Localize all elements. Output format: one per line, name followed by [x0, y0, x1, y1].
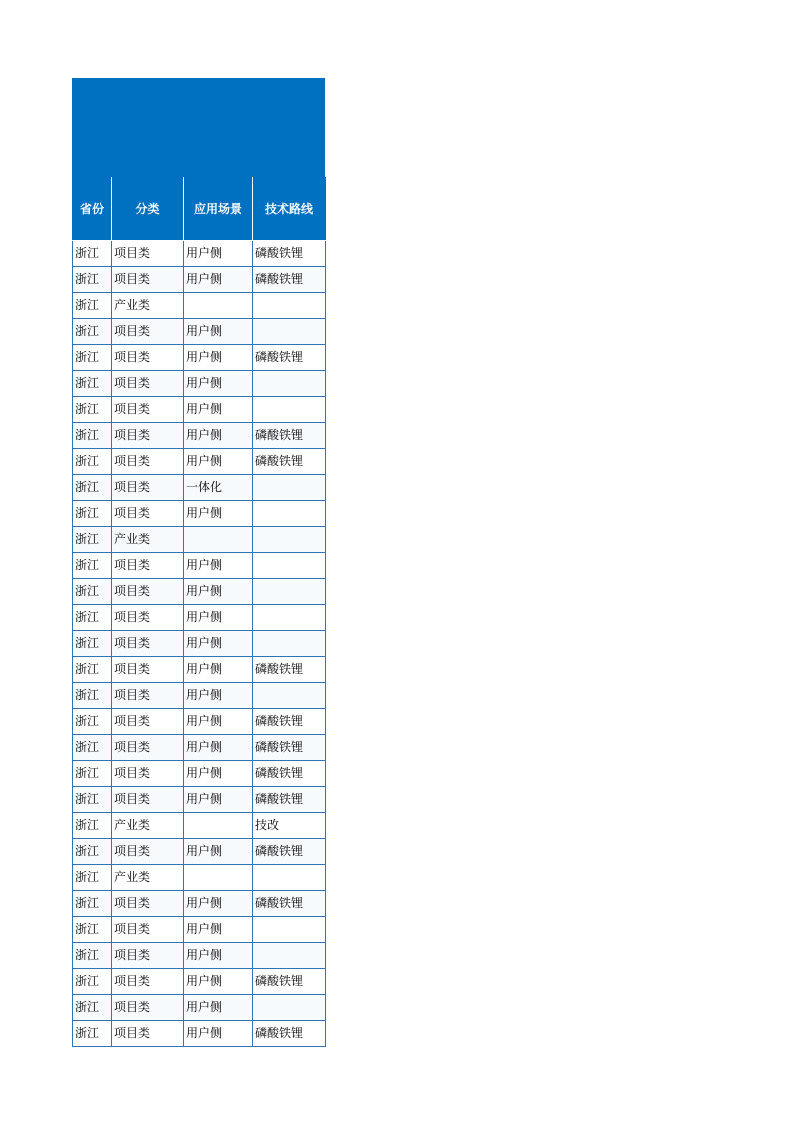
cell-province[interactable]: 浙江	[73, 735, 112, 761]
cell-tech-route[interactable]: 磷酸铁锂	[253, 1021, 326, 1047]
cell-category[interactable]: 产业类	[112, 865, 184, 891]
cell-scenario[interactable]: 用户侧	[184, 319, 253, 345]
cell-scenario[interactable]: 用户侧	[184, 345, 253, 371]
table-row	[73, 865, 326, 891]
cell-province[interactable]: 浙江	[73, 241, 112, 267]
cell-province[interactable]: 浙江	[73, 995, 112, 1021]
cell-category[interactable]: 项目类	[112, 241, 184, 267]
cell-province[interactable]: 浙江	[73, 371, 112, 397]
cell-scenario[interactable]: 用户侧	[184, 579, 253, 605]
table-row	[73, 631, 326, 657]
cell-tech-route[interactable]: 磷酸铁锂	[253, 709, 326, 735]
cell-category[interactable]: 项目类	[112, 553, 184, 579]
cell-province[interactable]: 浙江	[73, 917, 112, 943]
cell-category[interactable]: 项目类	[112, 995, 184, 1021]
cell-category[interactable]: 项目类	[112, 735, 184, 761]
table-row	[73, 423, 326, 449]
cell-tech-route[interactable]: 磷酸铁锂	[253, 423, 326, 449]
spreadsheet	[72, 78, 325, 1047]
cell-scenario[interactable]	[184, 813, 253, 839]
cell-province[interactable]: 浙江	[73, 1021, 112, 1047]
cell-category[interactable]: 项目类	[112, 787, 184, 813]
cell-province[interactable]: 浙江	[73, 267, 112, 293]
cell-tech-route[interactable]: 磷酸铁锂	[253, 267, 326, 293]
table-row	[73, 449, 326, 475]
table-row	[73, 605, 326, 631]
cell-category[interactable]: 产业类	[112, 813, 184, 839]
cell-province[interactable]: 浙江	[73, 839, 112, 865]
table-row	[73, 683, 326, 709]
table-row	[73, 501, 326, 527]
cell-tech-route[interactable]: 磷酸铁锂	[253, 241, 326, 267]
cell-scenario[interactable]: 用户侧	[184, 657, 253, 683]
cell-tech-route[interactable]	[253, 501, 326, 527]
cell-category[interactable]: 项目类	[112, 267, 184, 293]
cell-tech-route[interactable]	[253, 319, 326, 345]
cell-category[interactable]: 项目类	[112, 579, 184, 605]
cell-tech-route[interactable]	[253, 943, 326, 969]
cell-tech-route[interactable]	[253, 293, 326, 319]
cell-category[interactable]: 项目类	[112, 371, 184, 397]
data-table	[72, 177, 326, 1047]
cell-category[interactable]: 项目类	[112, 943, 184, 969]
cell-tech-route[interactable]	[253, 475, 326, 501]
header-banner	[72, 78, 325, 177]
cell-scenario[interactable]: 用户侧	[184, 1021, 253, 1047]
cell-category[interactable]: 项目类	[112, 761, 184, 787]
cell-tech-route[interactable]	[253, 683, 326, 709]
cell-category[interactable]: 项目类	[112, 605, 184, 631]
cell-province[interactable]: 浙江	[73, 813, 112, 839]
cell-province[interactable]: 浙江	[73, 579, 112, 605]
cell-category[interactable]: 产业类	[112, 293, 184, 319]
table-row	[73, 319, 326, 345]
cell-province[interactable]: 浙江	[73, 891, 112, 917]
cell-category[interactable]: 项目类	[112, 345, 184, 371]
table-row	[73, 709, 326, 735]
cell-category[interactable]: 项目类	[112, 397, 184, 423]
cell-scenario[interactable]: 用户侧	[184, 605, 253, 631]
table-row	[73, 761, 326, 787]
cell-province[interactable]: 浙江	[73, 943, 112, 969]
cell-tech-route[interactable]: 磷酸铁锂	[253, 839, 326, 865]
cell-scenario[interactable]	[184, 293, 253, 319]
cell-scenario[interactable]: 用户侧	[184, 735, 253, 761]
table-row	[73, 995, 326, 1021]
table-row	[73, 527, 326, 553]
cell-scenario[interactable]: 用户侧	[184, 553, 253, 579]
cell-scenario[interactable]: 用户侧	[184, 683, 253, 709]
cell-category[interactable]: 项目类	[112, 657, 184, 683]
cell-tech-route[interactable]: 磷酸铁锂	[253, 787, 326, 813]
table-row	[73, 345, 326, 371]
cell-scenario[interactable]: 用户侧	[184, 397, 253, 423]
header-scenario[interactable]: 应用场景	[184, 177, 253, 241]
table-row	[73, 943, 326, 969]
cell-province[interactable]: 浙江	[73, 657, 112, 683]
cell-province[interactable]: 浙江	[73, 397, 112, 423]
cell-scenario[interactable]: 用户侧	[184, 501, 253, 527]
table-row	[73, 891, 326, 917]
cell-scenario[interactable]: 用户侧	[184, 709, 253, 735]
cell-scenario[interactable]: 用户侧	[184, 891, 253, 917]
cell-scenario[interactable]: 用户侧	[184, 423, 253, 449]
table-row	[73, 839, 326, 865]
cell-province[interactable]: 浙江	[73, 319, 112, 345]
cell-category[interactable]: 项目类	[112, 969, 184, 995]
cell-category[interactable]: 产业类	[112, 527, 184, 553]
cell-tech-route[interactable]: 磷酸铁锂	[253, 969, 326, 995]
cell-category[interactable]: 项目类	[112, 319, 184, 345]
table-row	[73, 969, 326, 995]
header-province[interactable]: 省份	[73, 177, 112, 241]
cell-scenario[interactable]: 用户侧	[184, 761, 253, 787]
cell-scenario[interactable]: 用户侧	[184, 371, 253, 397]
cell-province[interactable]: 浙江	[73, 683, 112, 709]
cell-scenario[interactable]: 用户侧	[184, 943, 253, 969]
cell-tech-route[interactable]	[253, 865, 326, 891]
cell-category[interactable]: 项目类	[112, 891, 184, 917]
table-row	[73, 787, 326, 813]
table-row	[73, 657, 326, 683]
cell-tech-route[interactable]	[253, 371, 326, 397]
cell-province[interactable]: 浙江	[73, 605, 112, 631]
cell-tech-route[interactable]	[253, 527, 326, 553]
cell-province[interactable]: 浙江	[73, 423, 112, 449]
cell-province[interactable]: 浙江	[73, 709, 112, 735]
cell-tech-route[interactable]: 技改	[253, 813, 326, 839]
cell-scenario[interactable]: 一体化	[184, 475, 253, 501]
cell-category[interactable]: 项目类	[112, 683, 184, 709]
header-category[interactable]: 分类	[112, 177, 184, 241]
header-row	[73, 177, 326, 241]
table-row	[73, 553, 326, 579]
cell-scenario[interactable]: 用户侧	[184, 241, 253, 267]
cell-tech-route[interactable]: 磷酸铁锂	[253, 449, 326, 475]
cell-province[interactable]: 浙江	[73, 787, 112, 813]
cell-scenario[interactable]: 用户侧	[184, 267, 253, 293]
table-row	[73, 813, 326, 839]
cell-province[interactable]: 浙江	[73, 475, 112, 501]
cell-province[interactable]: 浙江	[73, 969, 112, 995]
table-row	[73, 579, 326, 605]
cell-scenario[interactable]: 用户侧	[184, 917, 253, 943]
cell-tech-route[interactable]: 磷酸铁锂	[253, 345, 326, 371]
cell-tech-route[interactable]: 磷酸铁锂	[253, 761, 326, 787]
cell-category[interactable]: 项目类	[112, 501, 184, 527]
cell-province[interactable]: 浙江	[73, 449, 112, 475]
table-row	[73, 397, 326, 423]
cell-tech-route[interactable]	[253, 553, 326, 579]
cell-tech-route[interactable]	[253, 579, 326, 605]
cell-tech-route[interactable]: 磷酸铁锂	[253, 657, 326, 683]
cell-category[interactable]: 项目类	[112, 1021, 184, 1047]
table-row	[73, 917, 326, 943]
cell-scenario[interactable]	[184, 527, 253, 553]
cell-scenario[interactable]	[184, 865, 253, 891]
table-row	[73, 267, 326, 293]
cell-scenario[interactable]: 用户侧	[184, 787, 253, 813]
cell-province[interactable]: 浙江	[73, 293, 112, 319]
cell-tech-route[interactable]: 磷酸铁锂	[253, 735, 326, 761]
cell-province[interactable]: 浙江	[73, 501, 112, 527]
cell-scenario[interactable]: 用户侧	[184, 839, 253, 865]
cell-tech-route[interactable]	[253, 605, 326, 631]
table-body	[73, 241, 326, 1047]
table-row	[73, 293, 326, 319]
cell-category[interactable]: 项目类	[112, 631, 184, 657]
cell-province[interactable]: 浙江	[73, 553, 112, 579]
header-tech-route[interactable]: 技术路线	[253, 177, 326, 241]
cell-province[interactable]: 浙江	[73, 345, 112, 371]
cell-tech-route[interactable]	[253, 917, 326, 943]
table-row	[73, 241, 326, 267]
cell-scenario[interactable]: 用户侧	[184, 969, 253, 995]
cell-province[interactable]: 浙江	[73, 761, 112, 787]
cell-province[interactable]: 浙江	[73, 631, 112, 657]
cell-tech-route[interactable]: 磷酸铁锂	[253, 891, 326, 917]
cell-scenario[interactable]: 用户侧	[184, 995, 253, 1021]
cell-tech-route[interactable]	[253, 397, 326, 423]
cell-category[interactable]: 项目类	[112, 475, 184, 501]
cell-province[interactable]: 浙江	[73, 865, 112, 891]
cell-category[interactable]: 项目类	[112, 449, 184, 475]
cell-scenario[interactable]: 用户侧	[184, 631, 253, 657]
cell-category[interactable]: 项目类	[112, 423, 184, 449]
table-row	[73, 475, 326, 501]
cell-category[interactable]: 项目类	[112, 839, 184, 865]
cell-scenario[interactable]: 用户侧	[184, 449, 253, 475]
cell-category[interactable]: 项目类	[112, 917, 184, 943]
cell-tech-route[interactable]	[253, 631, 326, 657]
table-row	[73, 735, 326, 761]
cell-category[interactable]: 项目类	[112, 709, 184, 735]
cell-province[interactable]: 浙江	[73, 527, 112, 553]
table-row	[73, 1021, 326, 1047]
table-row	[73, 371, 326, 397]
cell-tech-route[interactable]	[253, 995, 326, 1021]
